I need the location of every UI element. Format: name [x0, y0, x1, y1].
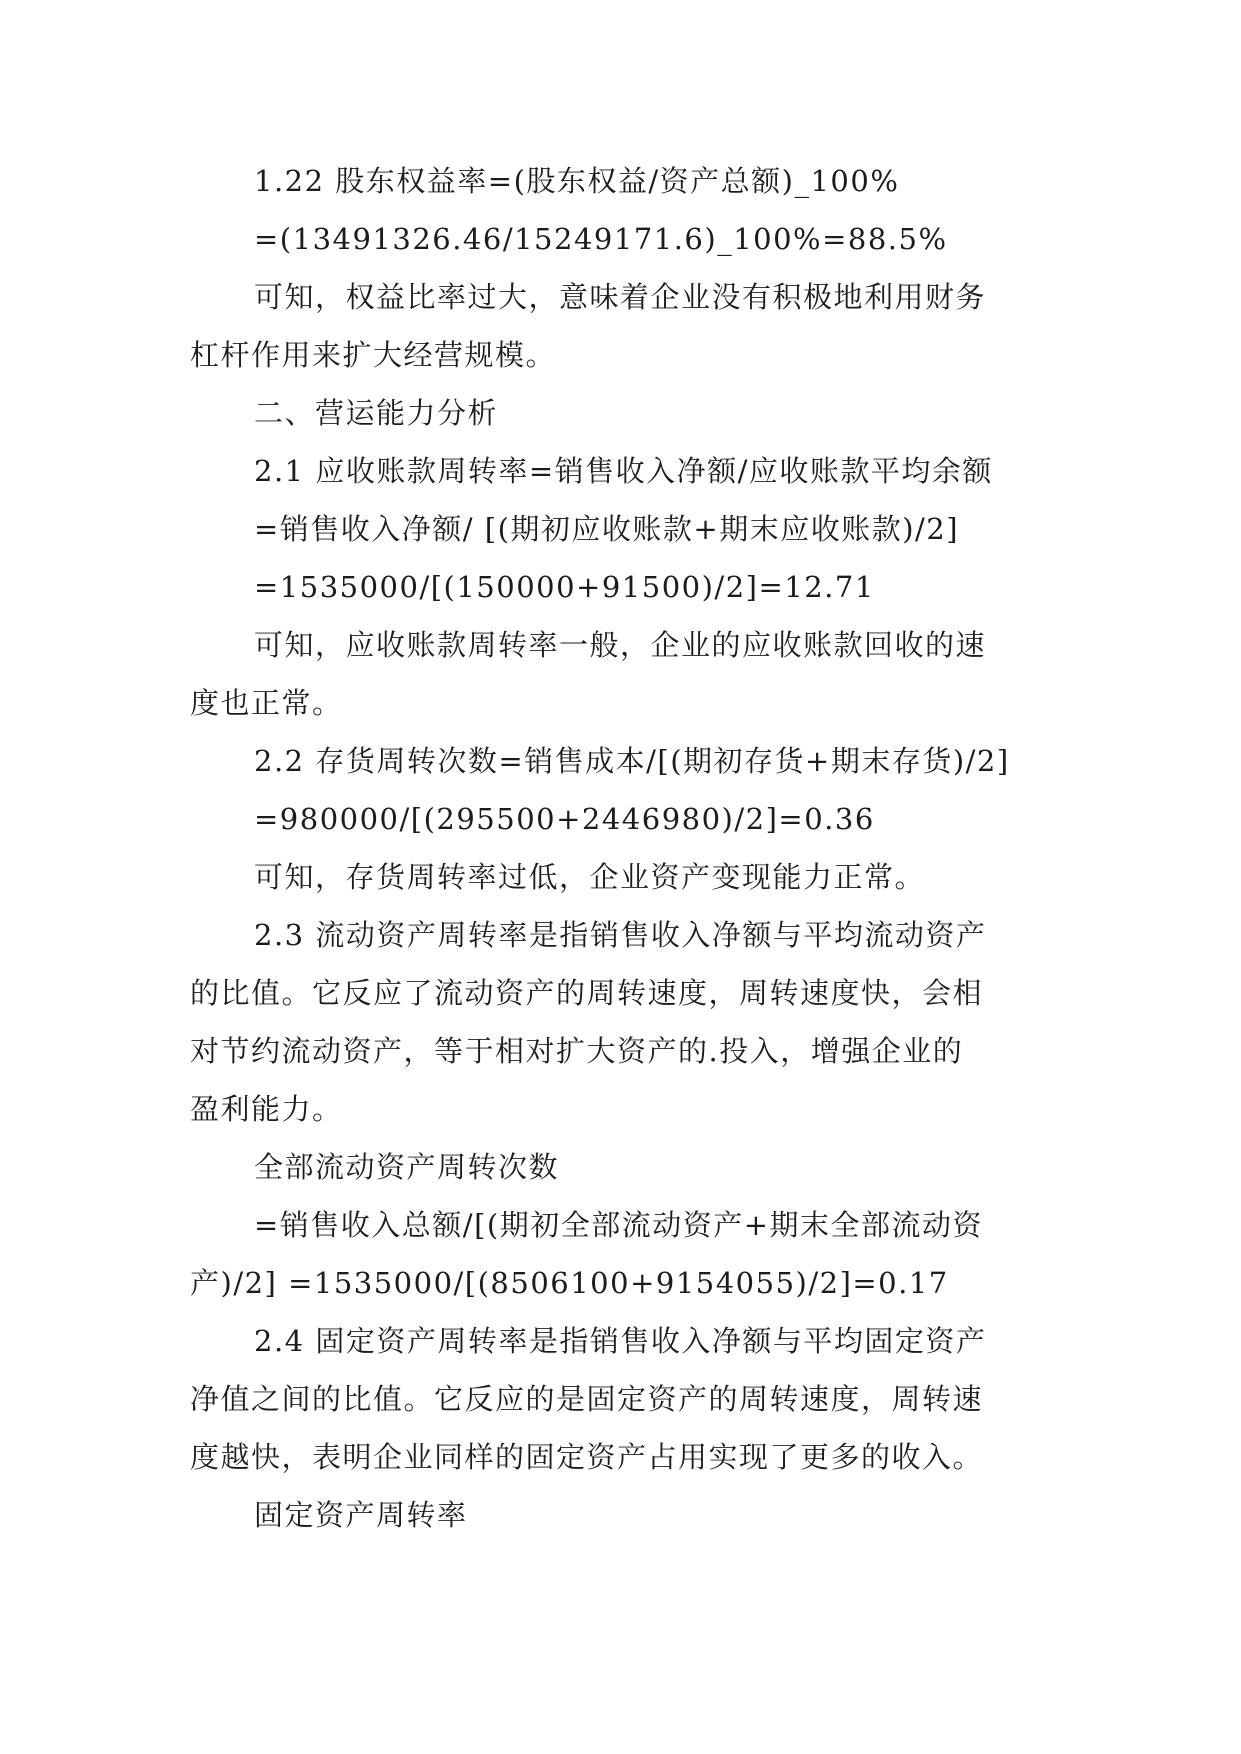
text-line: 可知，应收账款周转率一般，企业的应收账款回收的速 [254, 628, 987, 662]
text-line: 杠杆作用来扩大经营规模。 [190, 338, 557, 372]
text-line: 盈利能力。 [190, 1092, 343, 1126]
text-line: 1.22 股东权益率=(股东权益/资产总额)_100% [254, 164, 900, 198]
text-line: 可知，权益比率过大，意味着企业没有积极地利用财务 [254, 280, 987, 314]
text-line: 对节约流动资产，等于相对扩大资产的.投入，增强企业的 [190, 1034, 964, 1068]
text-line: 度越快，表明企业同样的固定资产占用实现了更多的收入。 [190, 1440, 984, 1474]
text-line: 2.1 应收账款周转率=销售收入净额/应收账款平均余额 [254, 454, 993, 488]
text-line: 的比值。它反应了流动资产的周转速度，周转速度快，会相 [190, 976, 984, 1010]
text-line: 固定资产周转率 [254, 1498, 468, 1532]
text-line: =(13491326.46/15249171.6)_100%=88.5% [254, 222, 948, 256]
text-line: 2.4 固定资产周转率是指销售收入净额与平均固定资产 [254, 1324, 987, 1358]
text-line: =销售收入净额/ [(期初应收账款+期末应收账款)/2] [254, 512, 960, 546]
text-line: =1535000/[(150000+91500)/2]=12.71 [254, 570, 875, 604]
text-line: 全部流动资产周转次数 [254, 1150, 560, 1184]
text-line: =980000/[(295500+2446980)/2]=0.36 [254, 802, 875, 836]
text-line: 产)/2] =1535000/[(8506100+9154055)/2]=0.17 [190, 1266, 949, 1300]
text-line: 可知，存货周转率过低，企业资产变现能力正常。 [254, 860, 926, 894]
text-line: 净值之间的比值。它反应的是固定资产的周转速度，周转速 [190, 1382, 984, 1416]
text-line: 2.2 存货周转次数=销售成本/[(期初存货+期末存货)/2] [254, 744, 1010, 778]
text-line: =销售收入总额/[(期初全部流动资产+期末全部流动资 [254, 1208, 983, 1242]
section-heading: 二、营运能力分析 [254, 396, 499, 430]
document-body [190, 152, 1070, 1544]
text-line: 2.3 流动资产周转率是指销售收入净额与平均流动资产 [254, 918, 987, 952]
text-line: 度也正常。 [190, 686, 343, 720]
